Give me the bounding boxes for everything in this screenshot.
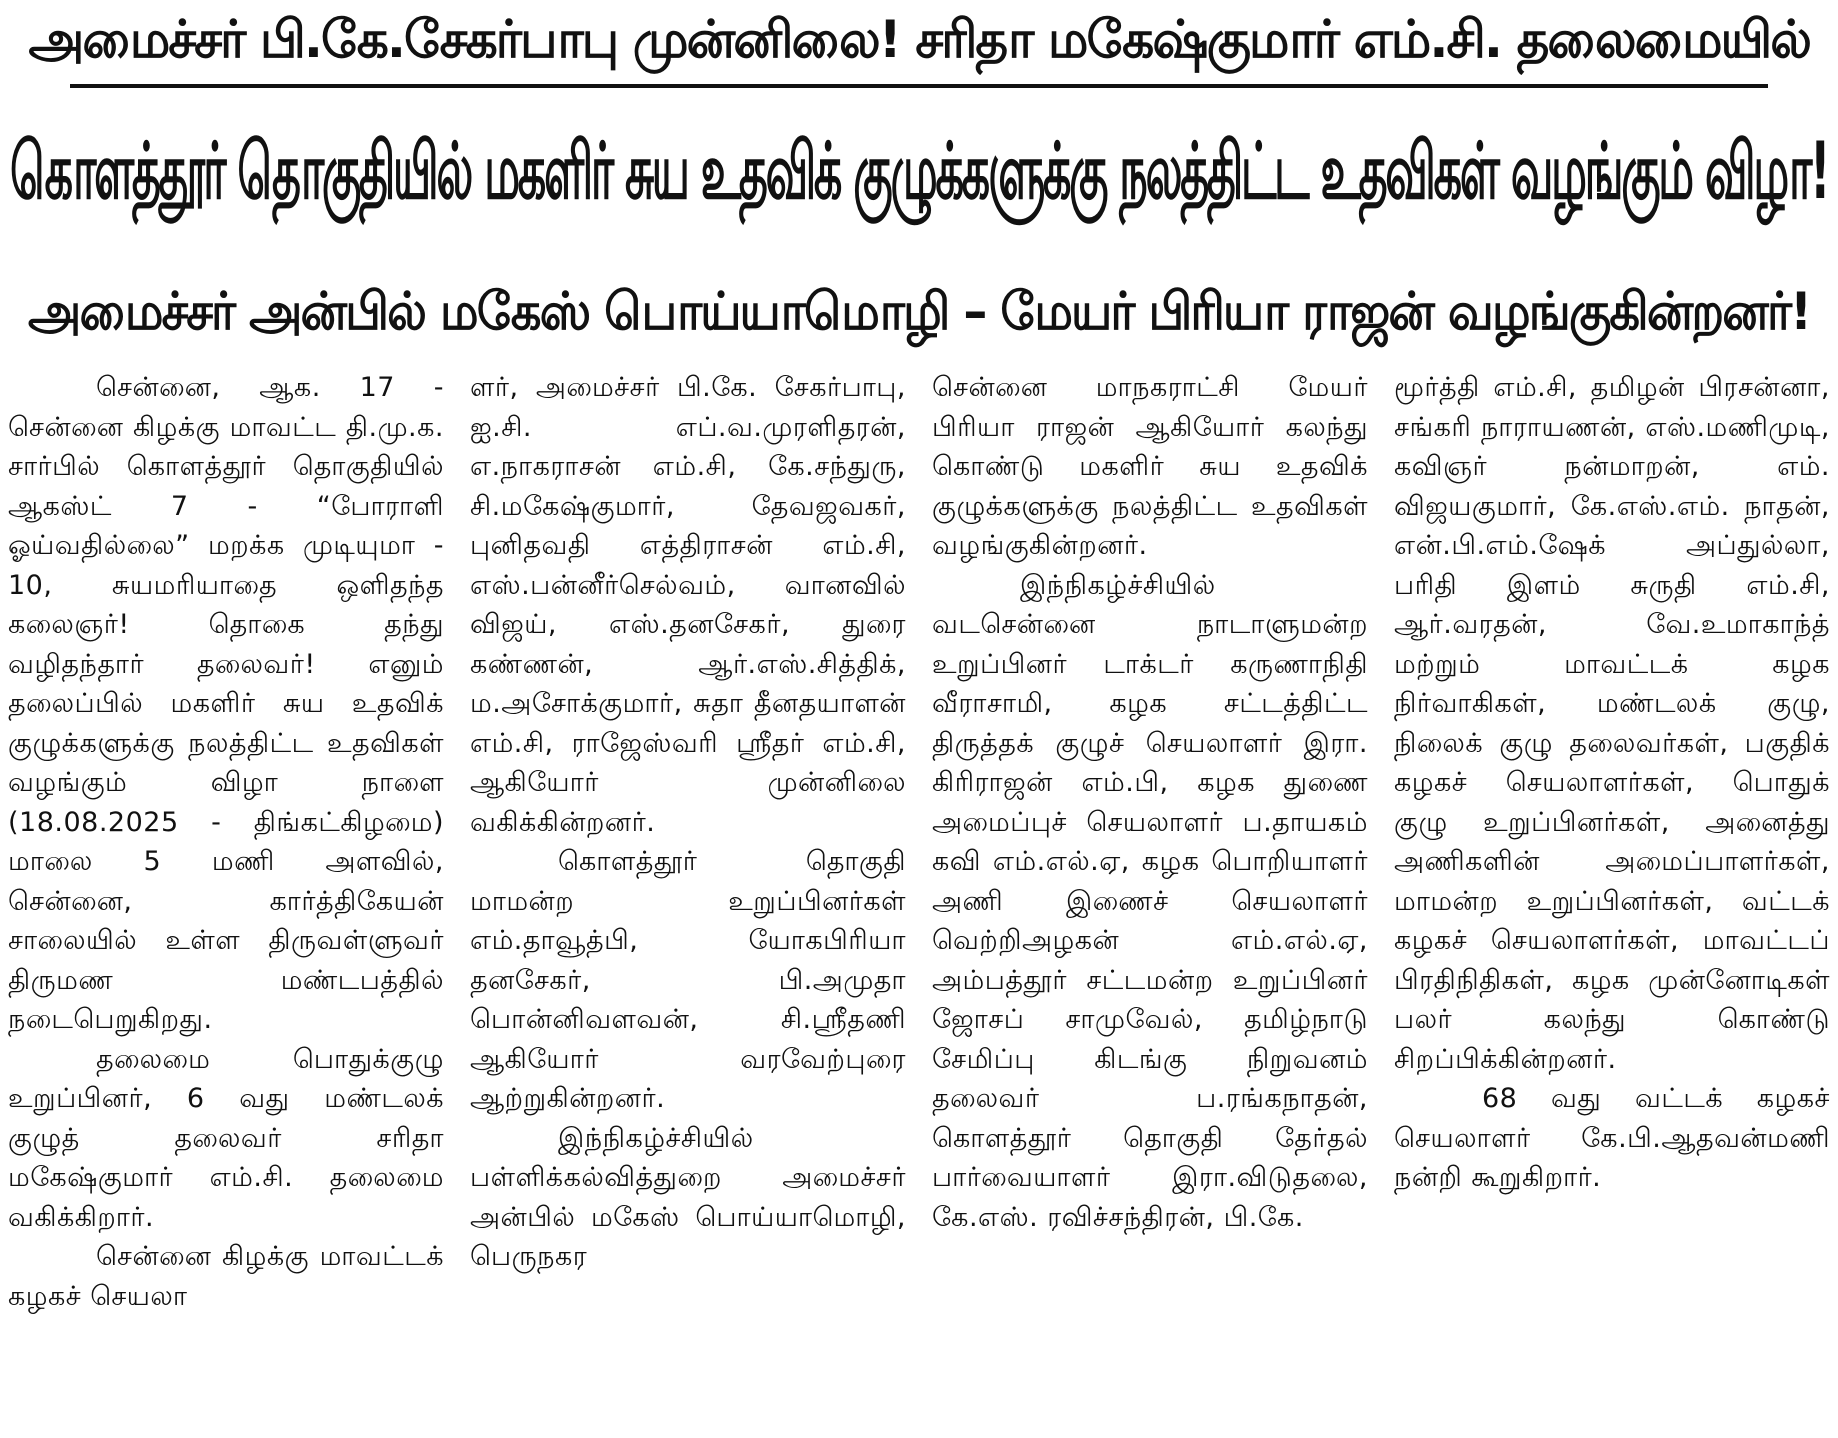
article-body <box>8 368 1830 1432</box>
paragraph: 68 வது வட்டக் கழகச் செயலாளர் கே.பி.ஆதவன்மணி நன்றி கூறுகிறார். <box>1394 1083 1830 1193</box>
kicker-underline <box>70 84 1768 88</box>
column-2 <box>470 368 906 1432</box>
kicker-line <box>28 0 1810 86</box>
subheadline-text: அமைச்சர் அன்பில் மகேஸ் பொய்யாமொழி – மேயர் பிரியா ராஜன் வழங்குகின்றனர்! <box>27 281 1811 342</box>
subheadline <box>28 270 1810 360</box>
column-1 <box>8 368 444 1432</box>
paragraph: சென்னை மாநகராட்சி மேயர் பிரியா ராஜன் ஆகியோர் கலந்து கொண்டு மகளிர் சுய உதவிக் குழுக்களுக்கு நலத்திட்ட உதவிகள் வழங்குகின்றனர். <box>932 372 1368 561</box>
paragraph: தலைமை பொதுக்குழு உறுப்பினர், 6 வது மண்டலக் குழுத் தலைவர் சரிதா மகேஷ்குமார் எம்.சி. தலைமை வகிக்கிறார். <box>8 1043 444 1233</box>
headline <box>10 112 1828 242</box>
kicker-text: அமைச்சர் பி.கே.சேகர்பாபு முன்னிலை! சரிதா மகேஷ்குமார் எம்.சி. தலைமையில் <box>28 9 1810 70</box>
paragraph: இந்நிகழ்ச்சியில் வடசென்னை நாடாளுமன்ற உறுப்பினர் டாக்டர் கருணாநிதி வீராசாமி, கழக சட்டத்திட்ட திருத்தக் குழுச் செயலாளர் இரா. கிரிராஜன் எம்.பி, கழக துணை அமைப்புச் செயலாளர் ப.தாயகம் கவி எம்.எல்.ஏ, கழக பொறியாளர் அணி இணைச் செயலாளர் வெற்றிஅழகன் எம்.எல்.ஏ, அம்பத்தூர் சட்டமன்ற உறுப்பினர் ஜோசப் சாமுவேல், தமிழ்நாடு சேமிப்பு கிடங்கு நிறுவனம் தலைவர் ப.ரங்கநாதன், கொளத்தூர் தொகுதி தேர்தல் பார்வையாளர் இரா.விடுதலை, கே.எஸ். ரவிச்சந்திரன், பி.கே. <box>932 569 1368 1233</box>
column-4 <box>1394 368 1830 1432</box>
paragraph: சென்னை கிழக்கு மாவட்டக் கழகச் செயலா <box>8 1241 444 1312</box>
paragraph: மூர்த்தி எம்.சி, தமிழன் பிரசன்னா, சங்கரி நாராயணன், எஸ்.மணிமுடி, கவிஞர் நன்மாறன், எம். விஜயகுமார், கே.எஸ்.எம். நாதன், என்.பி.எம்.ஷேக் அப்துல்லா, பரிதி இளம் சுருதி எம்.சி, ஆர்.வரதன், வே.உமாகாந்த் மற்றும் மாவட்டக் கழக நிர்வாகிகள், மண்டலக் குழு, நிலைக் குழு தலைவர்கள், பகுதிக் கழகச் செயலாளர்கள், பொதுக் குழு உறுப்பினர்கள், அனைத்து அணிகளின் அமைப்பாளர்கள், மாமன்ற உறுப்பினர்கள், வட்டக் கழகச் செயலாளர்கள், மாவட்டப் பிரதிநிதிகள், கழக முன்னோடிகள் பலர் கலந்து கொண்டு சிறப்பிக்கின்றனர். <box>1394 372 1830 1075</box>
paragraph: இந்நிகழ்ச்சியில் பள்ளிக்கல்வித்துறை அமைச்சர் அன்பில் மகேஸ் பொய்யாமொழி, பெருநகர <box>470 1122 906 1272</box>
headline-text: கொளத்தூர் தொகுதியில் மகளிர் சுய உதவிக் குழுக்களுக்கு நலத்திட்ட உதவிகள் வழங்கும் விழா! <box>9 127 1829 217</box>
paragraph: கொளத்தூர் தொகுதி மாமன்ற உறுப்பினர்கள் எம்.தாவூத்பி, யோகபிரியா தனசேகர், பி.அமுதா பொன்னிவளவன், சி.ஸ்ரீதணி ஆகியோர் வரவேற்புரை ஆற்றுகின்றனர். <box>470 846 906 1114</box>
column-3 <box>932 368 1368 1432</box>
paragraph: ளர், அமைச்சர் பி.கே. சேகர்பாபு, ஐ.சி. எப்.வ.முரளிதரன், எ.நாகராசன் எம்.சி, கே.சந்துரு, சி.மகேஷ்குமார், தேவஜவகர், புனிதவதி எத்திராசன் எம்.சி, எஸ்.பன்னீர்செல்வம், வானவில் விஜய், எஸ்.தனசேகர், துரை கண்ணன், ஆர்.எஸ்.சித்திக், ம.அசோக்குமார், சுதா தீனதயாளன் எம்.சி, ராஜேஸ்வரி ஸ்ரீதர் எம்.சி, ஆகியோர் முன்னிலை வகிக்கின்றனர். <box>470 372 906 838</box>
paragraph: சென்னை, ஆக. 17 - சென்னை கிழக்கு மாவட்ட தி.மு.க. சார்பில் கொளத்தூர் தொகுதியில் ஆகஸ்ட் 7 - “போராளி ஓய்வதில்லை” மறக்க முடியுமா - 10, சுயமரியாதை ஒளிதந்த கலைஞர்! தொகை தந்து வழிதந்தார் தலைவர்! எனும் தலைப்பில் மகளிர் சுய உதவிக் குழுக்களுக்கு நலத்திட்ட உதவிகள் வழங்கும் விழா நாளை (18.08.2025 - திங்கட்கிழமை) மாலை 5 மணி அளவில், சென்னை, கார்த்திகேயன் சாலையில் உள்ள திருவள்ளுவர் திருமண மண்டபத்தில் நடைபெறுகிறது. <box>8 372 444 1035</box>
